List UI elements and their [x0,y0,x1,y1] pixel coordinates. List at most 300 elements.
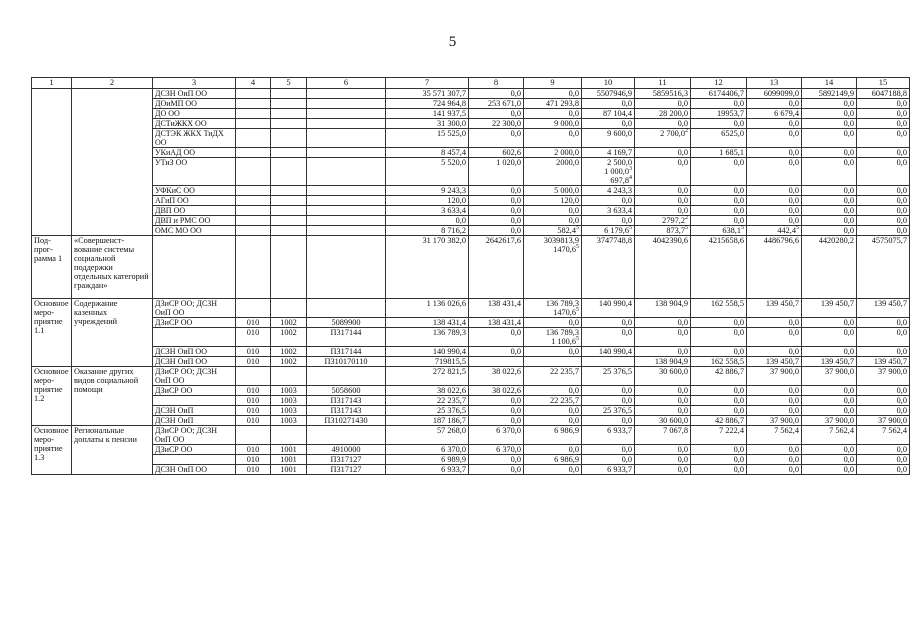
row-col-8: 0,0 [469,226,524,236]
code-section-cell: 1002 [271,328,307,347]
column-number-14: 14 [802,78,857,89]
code-admin-cell [236,236,271,299]
row-col-9: 5 000,0 [524,186,582,196]
row-col-8: 0,0 [469,109,524,119]
row-col-11: 0,0 [635,186,691,196]
subprogram-col-8: 2642617,6 [469,236,524,299]
event-row-col-10: 0,0 [582,455,635,465]
table-row [32,99,910,109]
executor-cell: УКиАД ОО [153,148,236,158]
executor-cell: ОМС МО ОО [153,226,236,236]
event-total-row [32,367,910,386]
column-number-10: 10 [582,78,635,89]
row-col-12: 638,1$^5$ [691,226,747,236]
event-row-col-12: 0,0 [691,318,747,328]
row-col-8: 0,0 [469,186,524,196]
event-detail-row [32,347,910,357]
row-col-12: 0,0 [691,196,747,206]
event-row-col-11: 0,0 [635,445,691,455]
event-row-col-12: 162 558,5 [691,299,747,318]
code-section-cell [271,99,307,109]
row-col-13: 0,0 [747,119,802,129]
executor-cell: УТиЗ ОО [153,158,236,186]
row-col-12: 0,0 [691,119,747,129]
row-col-14: 0,0 [802,226,857,236]
row-col-13: 6099099,0 [747,89,802,99]
row-col-15: 6047188,8 [857,89,910,99]
row-col-9: 582,4$^5$ [524,226,582,236]
row-col-10: 4 243,3 [582,186,635,196]
row-col-14: 5892149,9 [802,89,857,99]
row-col-7: 5 520,0 [386,158,469,186]
code-section-cell: 1001 [271,445,307,455]
event-row-col-11: 7 067,8 [635,426,691,445]
executor-cell: АГиП ОО [153,196,236,206]
event-row-col-15: 0,0 [857,396,910,406]
row-col-10: 5507946,9 [582,89,635,99]
row-col-12: 6525,0 [691,129,747,148]
event-row-col-12: 42 886,7 [691,416,747,426]
subprogram-col-14: 4420280,2 [802,236,857,299]
code-admin-cell [236,129,271,148]
code-target-cell [307,89,386,99]
row-col-15: 0,0 [857,216,910,226]
event-row-col-12: 7 222,4 [691,426,747,445]
code-admin-cell [236,186,271,196]
event-row-col-13: 0,0 [747,445,802,455]
row-col-7: 35 571 307,7 [386,89,469,99]
table-row [32,196,910,206]
code-admin-cell: 010 [236,347,271,357]
event-row-col-10: 0,0 [582,445,635,455]
code-target-cell: 5089900 [307,318,386,328]
event-row-col-11: 138 904,9 [635,357,691,367]
row-col-7: 120,0 [386,196,469,206]
table-row [32,129,910,148]
row-col-7: 8 716,2 [386,226,469,236]
event-row-col-12: 0,0 [691,347,747,357]
row-col-12: 0,0 [691,216,747,226]
event-row-col-13: 0,0 [747,386,802,396]
event-total-row [32,299,910,318]
event-row-col-8: 0,0 [469,328,524,347]
row-col-15: 0,0 [857,148,910,158]
event-row-col-7: 138 431,4 [386,318,469,328]
row-col-12: 0,0 [691,158,747,186]
column-number-5: 5 [271,78,307,89]
row-col-12: 1 685,1 [691,148,747,158]
row-col-12: 0,0 [691,99,747,109]
row-col-15: 0,0 [857,226,910,236]
executor-cell: ДВП ОО [153,206,236,216]
row-col-8: 0,0 [469,206,524,216]
event-row-col-12: 0,0 [691,386,747,396]
event-detail-row [32,318,910,328]
code-section-cell [271,226,307,236]
column-number-3: 3 [153,78,236,89]
event-row-col-10: 140 990,4 [582,299,635,318]
executor-cell: ДЗиСР ОО; ДСЗН ОиП ОО [153,426,236,445]
event-label: Основное меро-приятие 1.1 [32,299,72,367]
row-col-10: 9 600,0 [582,129,635,148]
row-col-7: 724 964,8 [386,99,469,109]
event-row-col-9: 0,0 [524,347,582,357]
event-row-col-13: 0,0 [747,347,802,357]
event-row-col-9: 0,0 [524,465,582,475]
row-col-7: 31 300,0 [386,119,469,129]
executor-cell: ДЗиСР ОО [153,445,236,455]
row-col-10: 0,0 [582,196,635,206]
continued-program-name-cell [72,89,153,236]
column-number-1: 1 [32,78,72,89]
event-row-col-10: 0,0 [582,328,635,347]
code-section-cell: 1002 [271,318,307,328]
column-number-2: 2 [72,78,153,89]
row-col-7: 9 243,3 [386,186,469,196]
event-row-col-8: 138 431,4 [469,318,524,328]
executor-cell [153,396,236,406]
subprogram-label: Под-прог-рамма 1 [32,236,72,299]
event-label: Основное меро-приятие 1.3 [32,426,72,475]
event-row-col-14: 0,0 [802,406,857,416]
row-col-13: 0,0 [747,158,802,186]
row-col-10: 6 179,6$^5$ [582,226,635,236]
code-target-cell: П317143 [307,396,386,406]
code-admin-cell: 010 [236,396,271,406]
event-row-col-14: 0,0 [802,445,857,455]
code-admin-cell [236,196,271,206]
event-row-col-11: 138 904,9 [635,299,691,318]
code-admin-cell: 010 [236,416,271,426]
event-row-col-10 [582,357,635,367]
column-number-12: 12 [691,78,747,89]
row-col-13: 442,4$^5$ [747,226,802,236]
code-section-cell: 1003 [271,386,307,396]
event-row-col-14: 0,0 [802,455,857,465]
code-admin-cell [236,299,271,318]
code-admin-cell [236,226,271,236]
event-detail-row [32,328,910,347]
table-row [32,158,910,186]
event-row-col-14: 37 900,0 [802,416,857,426]
event-row-col-11: 0,0 [635,465,691,475]
row-col-8: 0,0 [469,89,524,99]
row-col-15: 0,0 [857,109,910,119]
code-section-cell [271,119,307,129]
row-col-15: 0,0 [857,129,910,148]
row-col-9: 0,0 [524,89,582,99]
subprogram-row [32,236,910,299]
event-row-col-13: 139 450,7 [747,299,802,318]
code-target-cell [307,216,386,226]
event-row-col-9: 136 789,3 1 100,6$^5$ [524,328,582,347]
code-admin-cell: 010 [236,318,271,328]
row-col-13: 0,0 [747,186,802,196]
event-detail-row [32,416,910,426]
row-col-9: 471 293,8 [524,99,582,109]
code-target-cell [307,148,386,158]
executor-cell: ДСЗН ОиП [153,416,236,426]
table-row [32,119,910,129]
row-col-11: 0,0 [635,119,691,129]
code-admin-cell [236,148,271,158]
code-target-cell: 5058600 [307,386,386,396]
code-admin-cell: 010 [236,328,271,347]
event-row-col-14: 37 900,0 [802,367,857,386]
event-row-col-12: 0,0 [691,328,747,347]
row-col-12: 19953,7 [691,109,747,119]
event-row-col-9: 0,0 [524,386,582,396]
event-row-col-12: 0,0 [691,455,747,465]
row-col-13: 0,0 [747,129,802,148]
event-row-col-15: 0,0 [857,465,910,475]
row-col-10: 2 500,0 1 000,0$^3$ 697,8$^4$ [582,158,635,186]
row-col-10: 4 169,7 [582,148,635,158]
event-row-col-11: 0,0 [635,396,691,406]
event-row-col-13: 37 900,0 [747,416,802,426]
code-section-cell [271,206,307,216]
event-row-col-15: 37 900,0 [857,416,910,426]
event-row-col-8: 0,0 [469,455,524,465]
executor-cell: ДСЗН ОиП ОО [153,465,236,475]
event-row-col-13: 139 450,7 [747,357,802,367]
code-admin-cell [236,426,271,445]
event-row-col-13: 0,0 [747,396,802,406]
code-target-cell: П317143 [307,406,386,416]
code-target-cell [307,236,386,299]
row-col-11: 0,0 [635,99,691,109]
code-target-cell [307,206,386,216]
event-row-col-12: 0,0 [691,445,747,455]
code-target-cell [307,119,386,129]
executor-cell: ДСЗН ОиП [153,406,236,416]
page-number: 5 [448,34,457,50]
code-section-cell [271,158,307,186]
event-row-col-11: 0,0 [635,347,691,357]
row-col-10: 3 633,4 [582,206,635,216]
table-row [32,109,910,119]
subprogram-col-15: 4575075,7 [857,236,910,299]
subprogram-col-11: 4042390,6 [635,236,691,299]
event-row-col-14: 0,0 [802,465,857,475]
event-row-col-7: 140 990,4 [386,347,469,357]
event-row-col-11: 0,0 [635,328,691,347]
code-admin-cell [236,216,271,226]
row-col-7: 141 937,5 [386,109,469,119]
code-section-cell: 1003 [271,396,307,406]
code-target-cell [307,109,386,119]
event-row-col-9 [524,357,582,367]
code-section-cell [271,216,307,226]
row-col-11: 2 700,0$^2$ [635,129,691,148]
code-admin-cell: 010 [236,357,271,367]
code-target-cell [307,99,386,109]
row-col-13: 0,0 [747,148,802,158]
column-number-6: 6 [307,78,386,89]
event-row-col-13: 0,0 [747,455,802,465]
table-row [32,89,910,99]
event-row-col-14: 139 450,7 [802,299,857,318]
row-col-9: 2000,0 [524,158,582,186]
event-name: Оказание других видов социальной помощи [72,367,153,426]
row-col-9: 9 000,0 [524,119,582,129]
event-row-col-7: 1 136 026,6 [386,299,469,318]
event-row-col-12: 0,0 [691,465,747,475]
code-target-cell: П310271430 [307,416,386,426]
event-row-col-8: 6 370,0 [469,426,524,445]
event-row-col-8: 0,0 [469,406,524,416]
executor-cell: ДВП и РМС ОО [153,216,236,226]
row-col-14: 0,0 [802,99,857,109]
code-admin-cell: 010 [236,455,271,465]
event-row-col-15: 0,0 [857,406,910,416]
event-row-col-10: 0,0 [582,386,635,396]
executor-cell: ДСЗН ОиП ОО [153,347,236,357]
column-number-13: 13 [747,78,802,89]
event-row-col-14: 0,0 [802,347,857,357]
event-detail-row [32,465,910,475]
column-number-8: 8 [469,78,524,89]
row-col-11: 5859516,3 [635,89,691,99]
event-row-col-11: 0,0 [635,318,691,328]
event-row-col-14: 0,0 [802,318,857,328]
event-row-col-15: 139 450,7 [857,357,910,367]
row-col-7: 3 633,4 [386,206,469,216]
row-col-11: 0,0 [635,158,691,186]
event-row-col-10: 6 933,7 [582,426,635,445]
event-row-col-8: 0,0 [469,347,524,357]
row-col-8: 0,0 [469,196,524,206]
row-col-12: 6174406,7 [691,89,747,99]
row-col-14: 0,0 [802,148,857,158]
code-admin-cell [236,99,271,109]
event-row-col-14: 0,0 [802,396,857,406]
event-row-col-7: 57 268,0 [386,426,469,445]
executor-cell: ДЗиСР ОО [153,386,236,396]
row-col-7: 8 457,4 [386,148,469,158]
code-target-cell: П317144 [307,328,386,347]
table-row [32,206,910,216]
code-target-cell [307,299,386,318]
row-col-13: 0,0 [747,216,802,226]
row-col-8: 0,0 [469,216,524,226]
executor-cell: ДСТиЖКХ ОО [153,119,236,129]
code-target-cell: П317127 [307,465,386,475]
event-row-col-8: 0,0 [469,465,524,475]
code-admin-cell [236,109,271,119]
event-row-col-12: 42 886,7 [691,367,747,386]
event-row-col-13: 0,0 [747,465,802,475]
event-row-col-10: 0,0 [582,396,635,406]
event-row-col-9: 0,0 [524,318,582,328]
code-section-cell [271,196,307,206]
code-section-cell [271,367,307,386]
event-row-col-15: 0,0 [857,328,910,347]
code-section-cell [271,129,307,148]
event-row-col-10: 140 990,4 [582,347,635,357]
event-row-col-9: 0,0 [524,416,582,426]
code-section-cell: 1002 [271,347,307,357]
event-row-col-13: 7 562,4 [747,426,802,445]
code-target-cell: П317127 [307,455,386,465]
code-section-cell: 1003 [271,416,307,426]
event-row-col-7: 272 821,5 [386,367,469,386]
code-section-cell: 1002 [271,357,307,367]
row-col-9: 2 000,0 [524,148,582,158]
row-col-11: 0,0 [635,196,691,206]
row-col-9: 120,0 [524,196,582,206]
row-col-11: 873,7$^5$ [635,226,691,236]
event-row-col-14: 7 562,4 [802,426,857,445]
event-row-col-10: 0,0 [582,416,635,426]
code-admin-cell: 010 [236,465,271,475]
code-section-cell [271,299,307,318]
event-label: Основное меро-приятие 1.2 [32,367,72,426]
column-number-7: 7 [386,78,469,89]
executor-cell [153,328,236,347]
event-row-col-11: 30 600,0 [635,367,691,386]
code-admin-cell [236,89,271,99]
event-detail-row [32,406,910,416]
row-col-15: 0,0 [857,196,910,206]
code-admin-cell [236,158,271,186]
code-section-cell [271,426,307,445]
code-target-cell [307,129,386,148]
row-col-15: 0,0 [857,186,910,196]
executor-cell: ДЗиСР ОО; ДСЗН ОиП ОО [153,299,236,318]
executor-cell: УФКиС ОО [153,186,236,196]
event-row-col-15: 0,0 [857,455,910,465]
column-number-15: 15 [857,78,910,89]
code-target-cell [307,158,386,186]
event-row-col-7: 6 933,7 [386,465,469,475]
code-admin-cell: 010 [236,386,271,396]
table-row [32,148,910,158]
event-name: Региональные доплаты к пенсии [72,426,153,475]
row-col-9: 0,0 [524,216,582,226]
code-target-cell: П310170110 [307,357,386,367]
row-col-13: 0,0 [747,206,802,216]
row-col-8: 22 300,0 [469,119,524,129]
code-section-cell: 1003 [271,406,307,416]
subprogram-col-10: 3747748,8 [582,236,635,299]
code-target-cell: П317144 [307,347,386,357]
code-section-cell [271,148,307,158]
budget-table [31,77,910,475]
code-admin-cell [236,206,271,216]
event-row-col-7: 187 186,7 [386,416,469,426]
table-row [32,186,910,196]
event-row-col-13: 0,0 [747,328,802,347]
event-row-col-9: 0,0 [524,445,582,455]
executor-cell: ДЗиСР ОО; ДСЗН ОиП ОО [153,367,236,386]
event-name: Содержание казенных учреждений [72,299,153,367]
row-col-14: 0,0 [802,206,857,216]
row-col-10: 0,0 [582,99,635,109]
code-target-cell [307,367,386,386]
code-section-cell [271,236,307,299]
event-detail-row [32,357,910,367]
row-col-15: 0,0 [857,158,910,186]
executor-cell [153,236,236,299]
row-col-15: 0,0 [857,119,910,129]
event-row-col-14: 139 450,7 [802,357,857,367]
subprogram-name: «Совершенст-вование системы социальной поддержки отдельных категорий граждан» [72,236,153,299]
row-col-12: 0,0 [691,186,747,196]
column-number-11: 11 [635,78,691,89]
event-detail-row [32,386,910,396]
row-col-11: 2797,2$^2$ [635,216,691,226]
